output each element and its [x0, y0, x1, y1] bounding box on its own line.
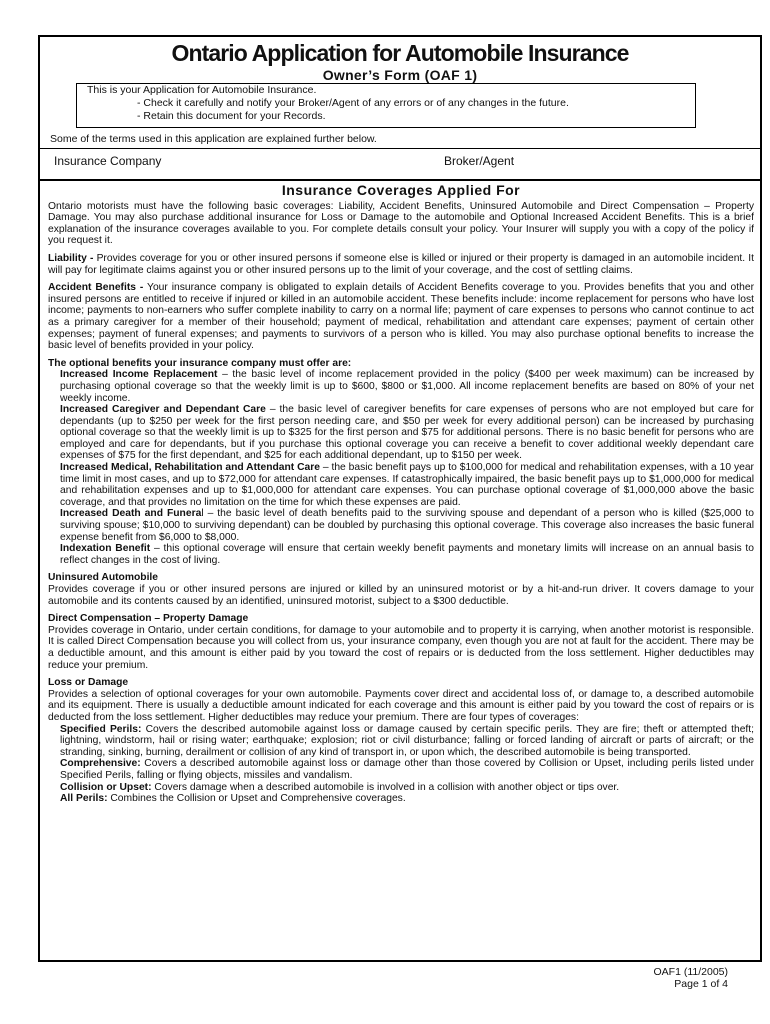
direct-compensation-text: Provides coverage in Ontario, under certain conditions, for damage to your automobile and to property it is carrying, when another motorist is responsible. It is called Direct Compensation because you will collect from us, your insurance company, even though you are not at fault for the accident. There may be a deductible amount, and this amount is either paid by you toward the cost of repairs or is deducted from the loss settlement. Higher deductibles may reduce your premium. — [48, 624, 754, 671]
liability-paragraph — [48, 253, 754, 276]
loss-type-label: All Perils: — [60, 793, 108, 805]
coverages-heading: Insurance Coverages Applied For — [281, 182, 521, 198]
list-item — [60, 782, 754, 794]
optional-benefits-heading: The optional benefits your insurance company must offer are: — [48, 357, 352, 369]
optional-benefits-list — [48, 369, 754, 566]
optional-label: Increased Medical, Rehabilitation and Attendant Care — [60, 462, 320, 474]
loss-type-text: Covers a described automobile against loss or damage other than those covered by Collision or Upset, including perils listed under Specified Perils, falling or flying objects, missiles and vandalism. — [60, 758, 754, 781]
optional-benefits-section — [48, 358, 754, 567]
accident-benefits-paragraph — [48, 282, 754, 352]
list-item — [60, 543, 754, 566]
divider — [40, 148, 760, 149]
form-frame — [38, 35, 762, 962]
notice-bullet-retain: - Retain this document for your Records. — [137, 110, 326, 122]
optional-text: – the basic level of caregiver benefits for care expenses of persons who are not employed but care for dependants (up to $250 per week for the first person needing care, and $50 per week for every additional person) can be increased by purchasing optional coverage so that the weekly limit is up to $325 for the first person and $75 for additional persons. There is no basic benefit for persons who are employed and care for dependants, but if you purchase this optional coverage you can receive a benefit to cover additional weekly dependant care expenses of $75 for the first dependant, and $25 for each additional dependant, up to $150 per week. — [60, 404, 754, 462]
broker-agent-label: Broker/Agent — [444, 154, 515, 168]
page-title: Ontario Application for Automobile Insurance — [171, 40, 629, 66]
coverages-intro: Ontario motorists must have the following basic coverages: Liability, Accident Benefits, Uninsured Automobile and Direct Compensation – Property Damage. You may also purchase additional insurance for Loss or Damage to the automobile and Optional Increased Accident Benefits. This is a brief explanation of the insurance coverages available to you. For complete details consult your policy. Your Insurer will supply you with a copy of the policy if you request it. — [48, 200, 754, 247]
loss-damage-heading: Loss or Damage — [48, 677, 129, 689]
loss-type-text: Combines the Collision or Upset and Comprehensive coverages. — [107, 793, 406, 805]
coverages-section — [48, 182, 755, 805]
uninsured-text: Provides coverage if you or other insured persons are injured or killed by an uninsured motorist or by a hit-and-run driver. It covers damage to your automobile and its contents caused by an identified, uninsured motorist, subject to a $300 deductible. — [48, 584, 754, 607]
page-number: Page 1 of 4 — [674, 978, 728, 990]
list-item — [60, 508, 754, 543]
loss-type-label: Comprehensive: — [60, 758, 141, 770]
divider — [40, 179, 760, 181]
list-item — [60, 404, 754, 462]
uninsured-heading: Uninsured Automobile — [48, 572, 159, 584]
optional-text: – this optional coverage will ensure that certain weekly benefit payments and monetary limits will increase on an annual basis to reflect changes in the cost of living. — [60, 543, 755, 566]
list-item — [60, 793, 754, 805]
notice-line: This is your Application for Automobile Insurance. — [87, 84, 317, 96]
optional-text: – the basic benefit pays up to $100,000 for medical and rehabilitation expenses, with a 10 year time limit in most cases, and up to $72,000 for attendant care expenses. If catastrophically impaired, the basic benefit pays up to $1,000,000 for medical and rehabilitation expenses and up to $1,000,000 for attendant care expenses. You can purchase optional coverage of $1,000,000 above the basic coverage, and that provides no limitation on the time for which these expenses are paid. — [60, 462, 754, 508]
list-item — [60, 369, 754, 404]
notice-box — [76, 83, 696, 128]
direct-compensation-heading: Direct Compensation – Property Damage — [48, 613, 249, 625]
accident-benefits-text: Your insurance company is obligated to explain details of Accident Benefits coverage to you. Provides benefits that you and other insured persons are entitled to receive if injured or killed in an automobile accident. These benefits include: income replacement for persons who have lost income; payments to non-earners who suffer complete inability to carry on a normal life; payment of care expenses to persons who cannot continue to act as a primary caregiver for a member of their household; payment of medical, rehabilitation and attendant care expenses; payment of certain other expenses; payment of funeral expenses; and payments to survivors of a person who is killed. You may also purchase optional benefits to increase the basic level of benefits provided in your policy. — [48, 282, 755, 352]
list-item — [60, 724, 754, 759]
loss-types-list — [48, 724, 754, 805]
page-footer — [653, 966, 728, 990]
loss-type-text: Covers damage when a described automobile is involved in a collision with another object or tips over. — [151, 781, 620, 793]
form-code: OAF1 (11/2005) — [653, 966, 728, 978]
insurance-company-label: Insurance Company — [54, 154, 162, 168]
loss-damage-text: Provides a selection of optional coverages for your own automobile. Payments cover direct and accidental loss of, or damage to, a described automobile and its equipment. There is usually a deductible amount indicated for each coverage and this amount is either paid by you toward the cost of repairs or is deducted from the loss settlement. Higher deductibles may reduce your premium. There are four types of coverages: — [48, 688, 754, 723]
optional-label: Increased Death and Funera — [60, 508, 202, 520]
notice-list — [87, 97, 695, 123]
loss-type-label: Collision or Upset: — [60, 781, 152, 793]
notice-bullet-check: - Check it carefully and notify your Broker/Agent of any errors or of any changes in the future. — [137, 97, 569, 109]
loss-type-label: Specified Perils: — [60, 723, 142, 735]
optional-label: Indexation Benefit — [60, 543, 151, 555]
liability-text: Provides coverage for you or other insured persons if someone else is killed or injured or their property is damaged in an automobile incident. It will pay for legitimate claims against you or other insured persons up to the limit of your coverage, and the cost of settling claims. — [48, 252, 754, 276]
list-item — [60, 462, 754, 508]
form-subtitle: Owner’s Form (OAF 1) — [322, 67, 478, 83]
accident-benefits-label: Accident Benefits - — [48, 282, 144, 294]
terms-note: Some of the terms used in this application are explained further below. — [50, 133, 377, 145]
optional-text: l – the basic level of death benefits paid to the surviving spouse and dependant of a person who is killed ($25,000 to surviving spouse; $10,000 to surviving dependant) can be doubled by purchasing this optional coverage. This coverage also increases the basic funeral expense benefit from $6,000 to $8,000. — [60, 508, 754, 543]
loss-type-text: Covers the described automobile against loss or damage caused by certain specific perils. They are fire; theft or attempted theft; lightning, windstorm, hail or rising water; earthquake; explosion; riot or civil disturbance; falling or forced landing of aircraft or parts of aircraft; or the stranding, sinking, burning, derailment or collision of any kind of transport in, or upon which, the described automobile is being transported. — [60, 723, 755, 758]
optional-label: Increased Income Replacement — [60, 369, 218, 381]
optional-label: Increased Caregiver and Dependant Care — [60, 404, 266, 416]
liability-label: Liability - — [48, 252, 94, 264]
list-item — [60, 758, 754, 781]
optional-text: – the basic level of income replacement provided in the policy ($400 per week maximum) can be increased by purchasing optional coverage so that the weekly limit is up to $600, $800 or $1,000. All income replacement benefits are based on 80% of your net weekly income. — [60, 369, 754, 404]
